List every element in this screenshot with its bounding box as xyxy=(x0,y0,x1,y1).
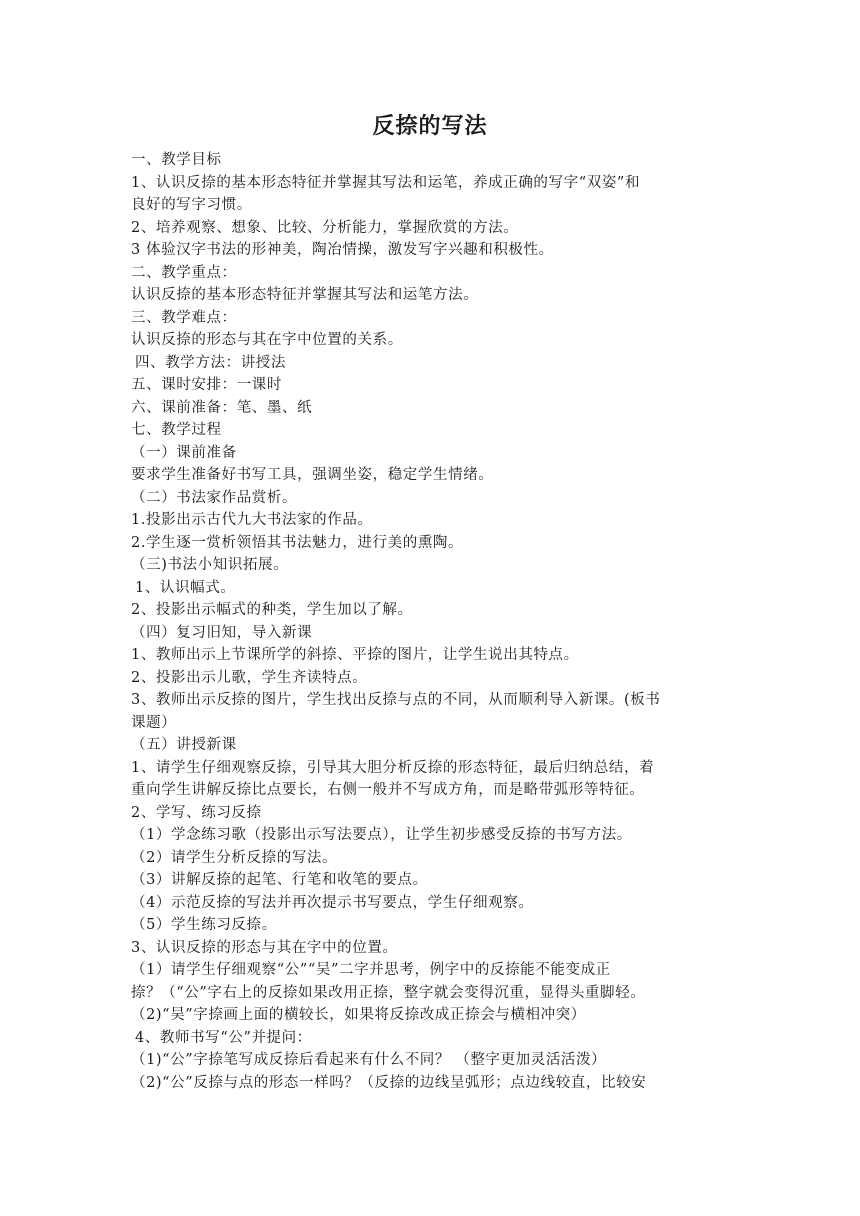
text-line: （1）请学生仔细观察“公”“吴”二字并思考，例字中的反捺能不能变成正 xyxy=(131,962,611,978)
page-title: 反捺的写法 xyxy=(372,114,488,139)
text-line: 二、教学重点： xyxy=(131,264,237,281)
text-line: （4）示范反捺的写法并再次提示书写要点，学生仔细观察。 xyxy=(131,894,534,911)
text-line: （二）书法家作品赏析。 xyxy=(131,489,298,506)
text-line: （一）课前准备 xyxy=(131,444,237,461)
text-line: 2、培养观察、想象、比较、分析能力，掌握欣赏的方法。 xyxy=(131,219,519,236)
text-line: 认识反捺的基本形态特征并掌握其写法和运笔方法。 xyxy=(131,287,479,303)
text-line: 五、课时安排：一课时 xyxy=(131,377,282,393)
text-line: （1）学念练习歌（投影出示写法要点），让学生初步感受反捺的书写方法。 xyxy=(131,827,632,843)
text-line: （四）复习旧知，导入新课 xyxy=(131,624,313,641)
text-line: 一、教学目标 xyxy=(131,152,222,168)
document-body xyxy=(131,149,731,1094)
text-line: 1、认识反捺的基本形态特征并掌握其写法和运笔，养成正确的写字“双姿”和 xyxy=(131,174,641,191)
text-line: （1)“公”字捺笔写成反捺后看起来有什么不同？ （整字更加灵活活泼） xyxy=(131,1052,607,1068)
text-line: 1、请学生仔细观察反捺，引导其大胆分析反捺的形态特征，最后归纳总结，着 xyxy=(131,759,655,776)
text-line: （三)书法小知识拓展。 xyxy=(131,557,289,573)
text-line: 七、教学过程 xyxy=(131,422,222,438)
text-line: 三、教学难点： xyxy=(131,309,237,326)
text-line: 捺？（“公”字右上的反捺如果改用正捺，整字就会变得沉重，显得头重脚轻。 xyxy=(131,984,646,1001)
text-line: （2）请学生分析反捺的写法。 xyxy=(131,849,338,866)
text-line: 良好的写字习惯。 xyxy=(131,197,252,213)
text-line: 四、教学方法：讲授法 xyxy=(135,354,286,371)
text-line: 1、认识幅式。 xyxy=(135,579,236,596)
text-line: （五）讲授新课 xyxy=(131,737,237,753)
text-line: 3、认识反捺的形态与其在字中的位置。 xyxy=(131,939,398,956)
text-line: 2、投影出示儿歌，学生齐读特点。 xyxy=(131,669,368,686)
text-line: 重向学生讲解反捺比点要长，右侧一般并不写成方角，而是略带弧形等特征。 xyxy=(131,782,645,798)
text-line: （2)“公”反捺与点的形态一样吗？（反捺的边线呈弧形；点边线较直，比较安 xyxy=(131,1074,647,1091)
text-line: 课题） xyxy=(131,714,177,731)
text-line: 要求学生准备好书写工具，强调坐姿，稳定学生情绪。 xyxy=(131,467,494,483)
text-line: 1.投影出示古代九大书法家的作品。 xyxy=(131,512,373,528)
text-line: 4、教师书写“公”并提问： xyxy=(135,1029,312,1046)
text-line: 1、教师出示上节课所学的斜捺、平捺的图片，让学生说出其特点。 xyxy=(131,647,579,663)
text-line: 3 体验汉字书法的形神美，陶冶情操，激发写字兴趣和积极性。 xyxy=(131,242,554,258)
text-line: 认识反捺的形态与其在字中位置的关系。 xyxy=(131,332,403,348)
text-line: （5）学生练习反捺。 xyxy=(131,917,277,933)
text-line: 2、学写、练习反捺 xyxy=(131,804,262,821)
text-line: 3、教师出示反捺的图片，学生找出反捺与点的不同，从而顺利导入新课。(板书 xyxy=(131,692,661,708)
text-line: （3）讲解反捺的起笔、行笔和收笔的要点。 xyxy=(131,872,428,888)
text-line: 六、课前准备：笔、墨、纸 xyxy=(131,399,313,416)
text-line: （2)“吴”字捺画上面的横较长，如果将反捺改成正捺会与横相冲突） xyxy=(131,1007,586,1023)
text-line: 2、投影出示幅式的种类，学生加以了解。 xyxy=(131,602,413,618)
text-line: 2.学生逐一赏析领悟其书法魅力，进行美的熏陶。 xyxy=(131,534,464,551)
